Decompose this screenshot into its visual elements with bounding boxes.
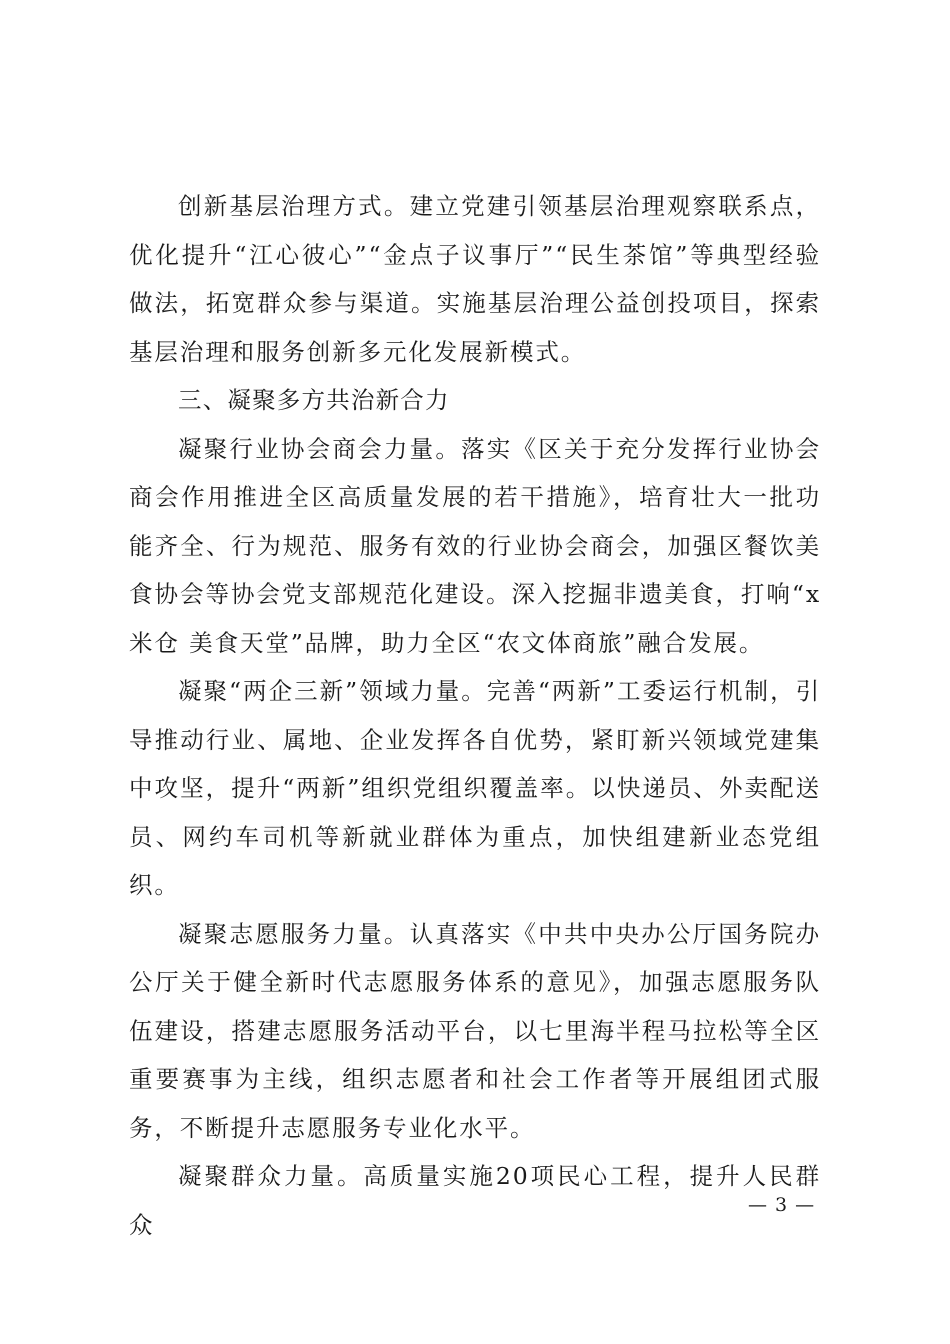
paragraph-innovate-governance: 创新基层治理方式。建立党建引领基层治理观察联系点，优化提升“江心彼心”“金点子议事厅”“民生茶馆”等典型经验做法，拓宽群众参与渠道。实施基层治理公益创投项目，探索基层治理和服务创新多元化发展新模式。 bbox=[129, 192, 821, 366]
paragraph-public-strength: 凝聚群众力量。高质量实施20项民心工程，提升人民群众 bbox=[129, 1162, 821, 1239]
section-heading-3: 三、凝聚多方共治新合力 bbox=[178, 386, 450, 414]
paragraph-two-new-sectors: 凝聚“两企三新”领域力量。完善“两新”工委运行机制，引导推动行业、属地、企业发挥各自优势，紧盯新兴领域党建集中攻坚，提升“两新”组织党组织覆盖率。以快递员、外卖配送员、网约车司机等新就业群体为重点，加快组建新业态党组织。 bbox=[129, 677, 821, 899]
paragraph-industry-associations: 凝聚行业协会商会力量。落实《区关于充分发挥行业协会商会作用推进全区高质量发展的若干措施》，培育壮大一批功能齐全、行为规范、服务有效的行业协会商会，加强区餐饮美食协会等协会党支部规范化建设。深入挖掘非遗美食，打响“x米仓 美食天堂”品牌，助力全区“农文体商旅”融合发展。 bbox=[129, 434, 821, 657]
document-body bbox=[129, 182, 821, 1249]
paragraph-volunteer-service: 凝聚志愿服务力量。认真落实《中共中央办公厅国务院办公厅关于健全新时代志愿服务体系的意见》，加强志愿服务队伍建设，搭建志愿服务活动平台，以七里海半程马拉松等全区重要赛事为主线，组织志愿者和社会工作者等开展组团式服务，不断提升志愿服务专业化水平。 bbox=[129, 919, 821, 1142]
page-number: — 3 — bbox=[748, 1194, 816, 1216]
